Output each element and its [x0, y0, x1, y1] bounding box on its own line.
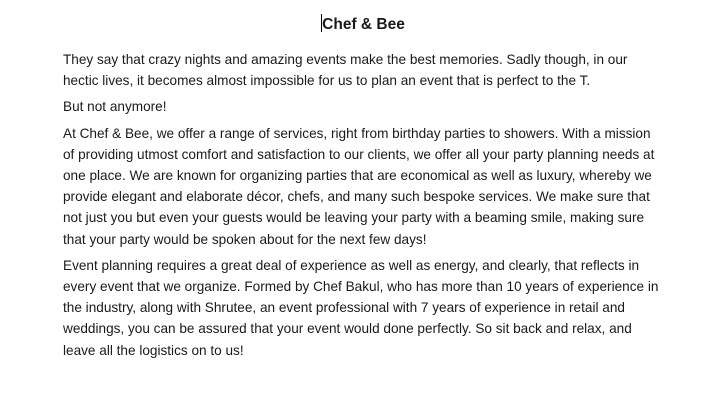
- paragraph-intro[interactable]: They say that crazy nights and amazing events make the best memories. Sadly though, in our hectic lives, it becomes almost impossible for us to plan an event that is perfect to the T.: [63, 52, 628, 89]
- document-title-line[interactable]: [63, 14, 663, 34]
- document-title: Chef & Bee: [322, 16, 405, 33]
- paragraph-tagline[interactable]: But not anymore!: [63, 99, 167, 115]
- paragraph-services[interactable]: At Chef & Bee, we offer a range of services, right from birthday parties to showers. With a mission of providing utmost comfort and satisfaction to our clients, we offer all your party planning needs at one place. We are known for organizing parties that are economical as well as luxury, whereby we provide elegant and elaborate décor, chefs, and many such bespoke services. We make sure that not just you but even your guests would be leaving your party with a beaming smile, making sure that your party would be spoken about for the next few days!: [63, 125, 655, 247]
- document-page[interactable]: [63, 0, 663, 361]
- paragraph-experience[interactable]: Event planning requires a great deal of experience as well as energy, and clearly, that reflects in every event that we organize. Formed by Chef Bakul, who has more than 10 years of experience in the industry, along with Shrutee, an event professional with 7 years of experience in retail and weddings, you can be assured that your event would done perfectly. So sit back and relax, and leave all the logistics on to us!: [63, 257, 659, 358]
